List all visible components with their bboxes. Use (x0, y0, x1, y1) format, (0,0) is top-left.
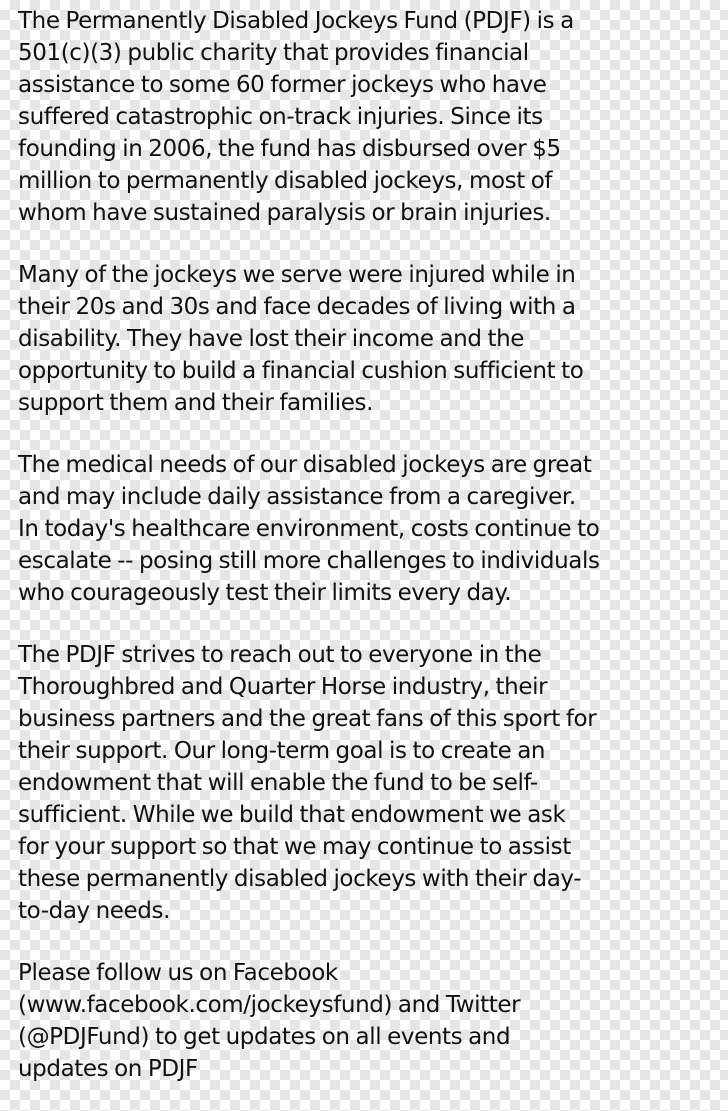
paragraph-medical-needs: The medical needs of our disabled jockeys are great and may include daily assistance from a caregiver. In today's healthcare environment, costs continue to escalate -- posing still more challenges to individuals who courageously test their limits every day. (18, 452, 600, 606)
document-body (18, 5, 718, 1085)
paragraph-social-media: Please follow us on Facebook (www.facebook.com/jockeysfund) and Twitter (@PDJFund) to get updates on all events and updates on PDJF (18, 960, 521, 1082)
paragraph-outreach-goal: The PDJF strives to reach out to everyone in the Thoroughbred and Quarter Horse industry, their business partners and the great fans of this sport for their support. Our long-term goal is to create an endowment that will enable the fund to be self- sufficient. While we build that endowment we ask for your support so that we may continue to assist these permanently disabled jockeys with their day- to-day needs. (18, 642, 597, 924)
paragraph-about-fund: The Permanently Disabled Jockeys Fund (PDJF) is a 501(c)(3) public charity that provides financial assistance to some 60 former jockeys who have suffered catastrophic on-track injuries. Since its founding in 2006, the fund has disbursed over $5 million to permanently disabled jockeys, most of whom have sustained paralysis or brain injuries. (18, 8, 574, 226)
paragraph-jockeys-served: Many of the jockeys we serve were injured while in their 20s and 30s and face decades of living with a disability. They have lost their income and the opportunity to build a financial cushion sufficient to support them and their families. (18, 262, 584, 416)
